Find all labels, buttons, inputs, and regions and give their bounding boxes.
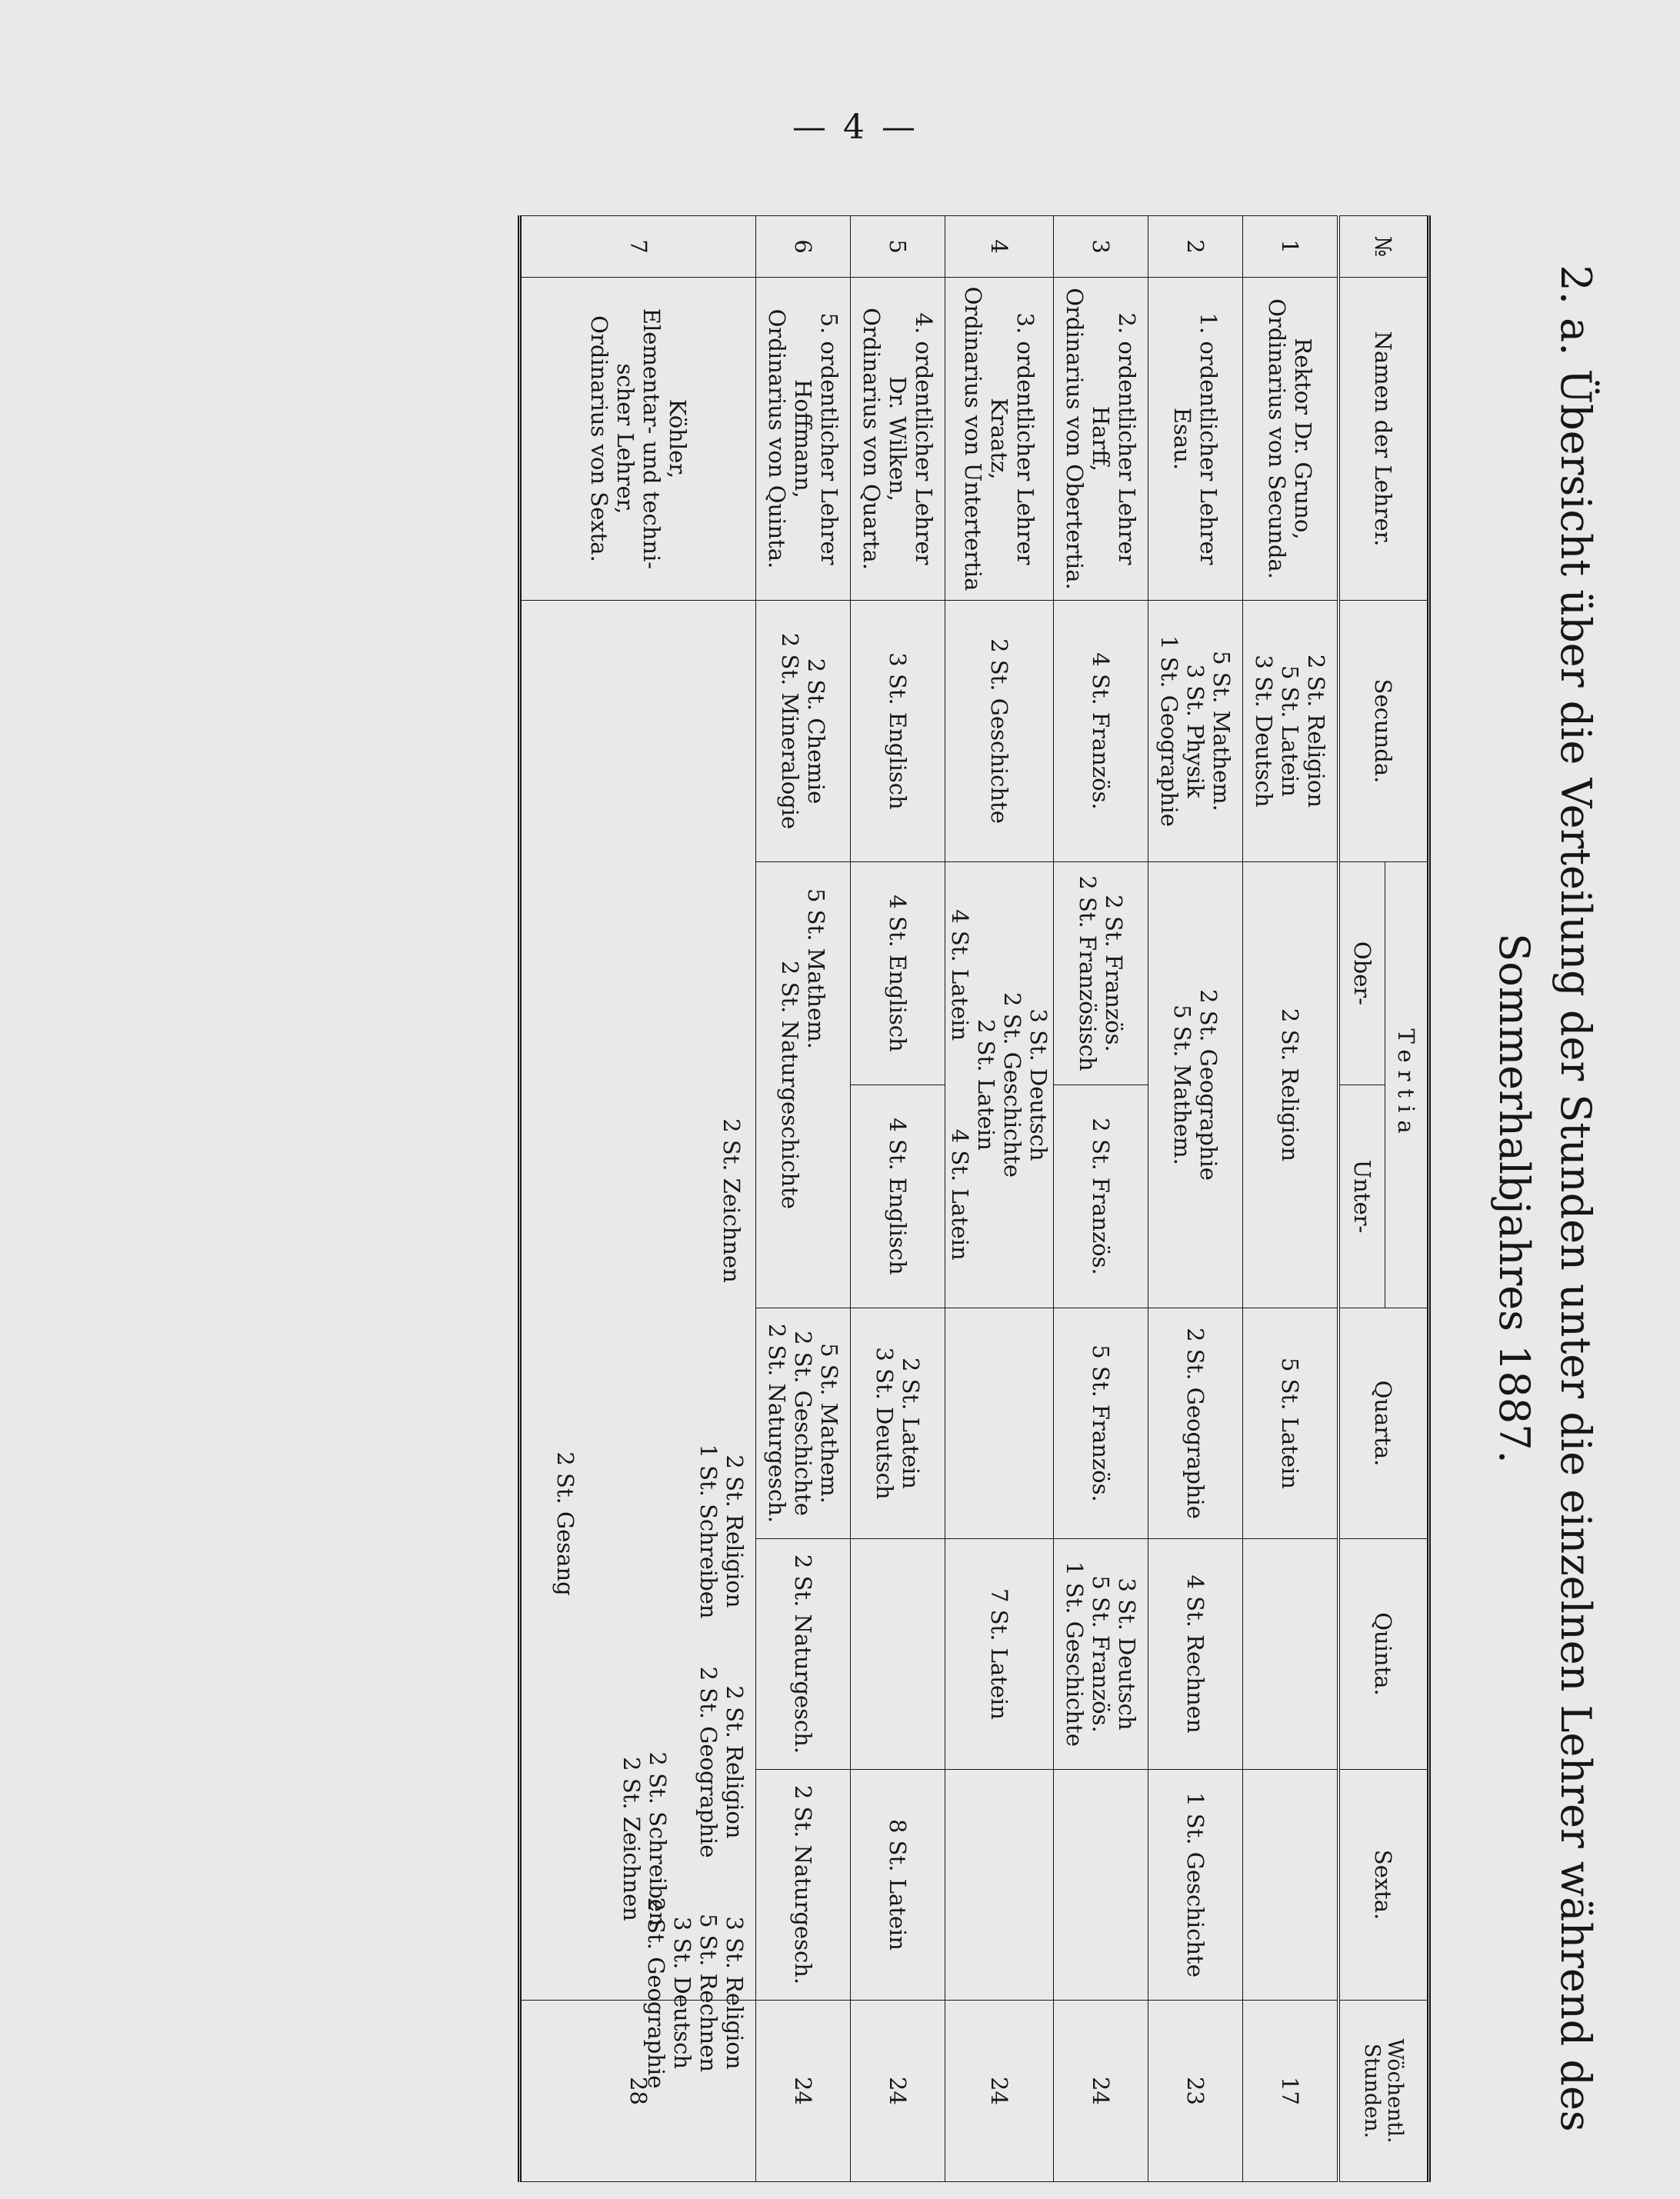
subject-line: 2 St. Religion: [1277, 1008, 1303, 1162]
name-line: Ordinarius von Quarta.: [858, 308, 885, 570]
teacher-name: [1054, 278, 1148, 601]
title-block: [1446, 215, 1608, 2181]
tertia-cell: [756, 862, 851, 1308]
obertertia-cell: [851, 862, 945, 1085]
subject-line: 1 St. Schreiben: [695, 1444, 722, 1619]
subject-line: 2 St. Französ.: [1101, 895, 1127, 1052]
sexta-cell: [1148, 1770, 1243, 2001]
köhler-subjects-cell: [520, 601, 756, 2089]
sexta-cell: [945, 1770, 1054, 2001]
header-quinta: Quinta.: [1338, 1539, 1429, 1770]
subject-line: 3 St. Physik: [1182, 664, 1208, 798]
teacher-name: [851, 278, 945, 601]
subject-line: 2 St. Chemie: [803, 658, 829, 805]
name-line: Rektor Dr. Gruno,: [1290, 338, 1316, 540]
teacher-name: [520, 278, 756, 601]
teacher-name: [1148, 278, 1243, 601]
header-hours: [1338, 2001, 1429, 2182]
quarta-cell: [756, 1308, 851, 1539]
quinta-cell: [851, 1539, 945, 1770]
sexta-cell: [1243, 1770, 1339, 2001]
secunda-cell: [1148, 601, 1243, 862]
subject-line: 3 St. Deutsch: [1025, 1008, 1052, 1161]
subject-line: 3 St. Deutsch: [872, 1347, 898, 1500]
header-row-1: [1385, 216, 1429, 2182]
subject-line: 2 St. Religion: [722, 1454, 748, 1608]
subject-line: 3 St. Religion: [722, 1916, 748, 2070]
name-line: 4. ordentlicher Lehrer: [911, 312, 937, 565]
subject-line: 3 St. Deutsch: [1251, 655, 1277, 808]
quinta-group: [695, 1647, 748, 1877]
untertertia-cell: [851, 1085, 945, 1308]
all-classes-group: [552, 1062, 578, 1985]
subject-line: 4 St. Französ.: [1088, 652, 1114, 810]
subject-line: 5 St. Französ.: [1088, 1344, 1114, 1502]
subject-line: 2 St. Zeichnen: [618, 1757, 645, 1921]
weekly-hours: 17: [1243, 2001, 1339, 2182]
weekly-hours: 24: [945, 2001, 1054, 2182]
subject-line: 5 St. Mathem.: [816, 1343, 842, 1504]
subject-line: 2 St. Geschichte: [986, 638, 1012, 824]
table-row: [1054, 216, 1148, 2182]
quarta-cell: [1148, 1308, 1243, 1539]
page-number: — 4 —: [792, 108, 918, 147]
teacher-name: [1243, 278, 1339, 601]
subject-line: 2 St. Naturgesch.: [790, 1554, 816, 1754]
header-ober: Ober-: [1338, 862, 1385, 1085]
subject-line: 2 St. Latein: [898, 1358, 924, 1489]
subject-line: 2 St. Geographie: [643, 1897, 669, 2089]
subject-line: 5 St. Rechnen: [695, 1913, 722, 2073]
subject-line: 7 St. Latein: [986, 1588, 1012, 1720]
subject-line: 2 St. Mineralogie: [777, 632, 803, 830]
rotated-page-content: [423, 215, 1608, 2181]
subject-line: 2 St. Naturgeschichte: [777, 960, 803, 1210]
subject-line: 2 St. Französisch: [1075, 875, 1101, 1071]
table-row: [756, 216, 851, 2182]
subject-line: 5 St. Französ.: [1088, 1575, 1114, 1733]
teacher-hours-table: [518, 215, 1431, 2182]
name-line: Kraatz,: [986, 398, 1012, 480]
subject-line: 8 St. Latein: [885, 1819, 911, 1951]
subject-line: 5 St. Mathem.: [1208, 651, 1235, 811]
header-hours-line-1: Wöchentl.: [1383, 2038, 1408, 2144]
row-nr: 7: [520, 216, 756, 278]
name-line: 5. ordentlicher Lehrer: [816, 312, 842, 565]
name-line: Dr. Wilken,: [885, 376, 911, 501]
name-line: Ordinarius von Obertertia.: [1062, 288, 1088, 590]
weekly-hours: 23: [1148, 2001, 1243, 2182]
header-nr: №: [1338, 216, 1429, 278]
subject-line: 4 St. Englisch: [885, 895, 911, 1052]
subject-line: 4 St. Rechnen: [1182, 1574, 1208, 1734]
secunda-cell: [851, 601, 945, 862]
subject-line: 4 St. Englisch: [885, 1118, 911, 1275]
subject-line: 2 St. Religion: [1303, 654, 1329, 808]
name-line: Ordinarius von Sexta.: [586, 315, 612, 562]
subject-line: 5 St. Latein: [1277, 665, 1303, 797]
row-nr: 6: [756, 216, 851, 278]
name-line: scher Lehrer,: [612, 363, 638, 515]
name-line: Ordinarius von Secunda.: [1264, 298, 1290, 579]
header-secunda: Secunda.: [1338, 601, 1429, 862]
name-line: 2. ordentlicher Lehrer: [1114, 312, 1140, 565]
name-line: Ordinarius von Quinta.: [764, 308, 790, 569]
tertia-cell: [1243, 862, 1339, 1308]
name-line: 1. ordentlicher Lehrer: [1195, 312, 1222, 565]
quinta-cell: [1243, 1539, 1339, 1770]
name-line: 3. ordentlicher Lehrer: [1012, 312, 1038, 565]
teacher-name: [756, 278, 851, 601]
subject-line: 4 St. Latein: [947, 909, 973, 1041]
header-hours-line-2: Stunden.: [1360, 2043, 1385, 2139]
table-row: [1148, 216, 1243, 2182]
tertia-quarta-group: [718, 931, 745, 1470]
header-name: Namen der Lehrer.: [1338, 278, 1429, 601]
name-line: Esau.: [1169, 407, 1195, 471]
name-line: Ordinarius von Untertertia: [960, 286, 986, 591]
subject-line: 2 St. Geschichte: [999, 992, 1025, 1178]
table-row: [851, 216, 945, 2182]
row-nr: 1: [1243, 216, 1339, 278]
subject-line: 2 St. Schreiben: [645, 1751, 671, 1927]
sexta-cell: [756, 1770, 851, 2001]
quarta-group: [695, 1416, 748, 1647]
weekly-hours: 24: [851, 2001, 945, 2182]
title-line-1: 2. a. Übersicht über die Verteilung der Stunden unter die einzelnen Lehrer während des: [1552, 265, 1600, 2132]
subject-line: 1 St. Geschichte: [1062, 1561, 1088, 1747]
subject-line: 5 St. Mathem.: [803, 888, 829, 1049]
secunda-cell: [1243, 601, 1339, 862]
title-line-2: Sommerhalbjahres 1887.: [1490, 933, 1538, 1464]
row-nr: 4: [945, 216, 1054, 278]
weekly-hours: 24: [756, 2001, 851, 2182]
subject-line: 2 St. Naturgesch.: [790, 1784, 816, 1985]
weekly-hours: 28: [520, 2001, 756, 2182]
subject-line: 2 St. Religion: [722, 1685, 748, 1839]
subject-line: 2 St. Französ.: [1088, 1118, 1114, 1275]
sexta-cell: [851, 1770, 945, 2001]
quinta-cell: [756, 1539, 851, 1770]
subject-line: 2 St. Latein: [973, 1019, 999, 1151]
tertia-split: [947, 865, 973, 1304]
sexta-cell: [1054, 1770, 1148, 2001]
row-nr: 3: [1054, 216, 1148, 278]
quinta-cell: [1148, 1539, 1243, 1770]
subject-line: 2 St. Geographie: [1182, 1328, 1208, 1519]
quinta-cell: [1054, 1539, 1148, 1770]
header-unter: Unter-: [1338, 1085, 1385, 1308]
secunda-cell: [1054, 601, 1148, 862]
subject-line: 2 St. Geographie: [695, 1666, 722, 1858]
subject-line: 2 St. Geographie: [1195, 989, 1222, 1181]
secunda-cell: [945, 601, 1054, 862]
teacher-name: [945, 278, 1054, 601]
row-nr: 2: [1148, 216, 1243, 278]
subject-line: 5 St. Latein: [1277, 1358, 1303, 1489]
subject-line: 3 St. Deutsch: [1114, 1578, 1140, 1731]
secunda-cell: [756, 601, 851, 862]
quarta-cell: [1243, 1308, 1339, 1539]
subject-line: 1 St. Geographie: [1156, 635, 1182, 827]
subject-line: 1 St. Geschichte: [1182, 1792, 1208, 1977]
name-line: Köhler,: [665, 398, 691, 479]
subject-line: 3 St. Englisch: [885, 652, 911, 810]
name-line: Hoffmann,: [790, 379, 816, 498]
name-line: Elementar- und techni-: [638, 308, 665, 570]
subject-line: 3 St. Deutsch: [669, 1916, 695, 2070]
subject-line: 2 St. Geschichte: [790, 1331, 816, 1516]
obertertia-cell: [1054, 862, 1148, 1085]
header-sexta: Sexta.: [1338, 1770, 1429, 2001]
quarta-cell: [1054, 1308, 1148, 1539]
table-row: [520, 216, 756, 2182]
weekly-hours: 24: [1054, 2001, 1148, 2182]
quinta-cell: [945, 1539, 1054, 1770]
subject-line: 5 St. Mathem.: [1169, 1005, 1195, 1165]
table-row: [1243, 216, 1339, 2182]
tertia-cell: [945, 862, 1054, 1308]
subject-line: 2 St. Gesang: [552, 1451, 578, 1596]
table-row: [945, 216, 1054, 2182]
quarta-cell: [945, 1308, 1054, 1539]
untertertia-cell: [1054, 1085, 1148, 1308]
row-nr: 5: [851, 216, 945, 278]
tertia-cell: [1148, 862, 1243, 1308]
header-tertia: Tertia: [1385, 862, 1429, 1308]
subject-line: 2 St. Zeichnen: [718, 1118, 745, 1283]
sexta-group: [643, 1877, 748, 2108]
name-line: Harff,: [1088, 405, 1114, 472]
header-quarta: Quarta.: [1338, 1308, 1429, 1539]
subject-line: 2 St. Naturgesch.: [764, 1323, 790, 1524]
quarta-cell: [851, 1308, 945, 1539]
subject-line: 4 St. Latein: [947, 1128, 973, 1261]
